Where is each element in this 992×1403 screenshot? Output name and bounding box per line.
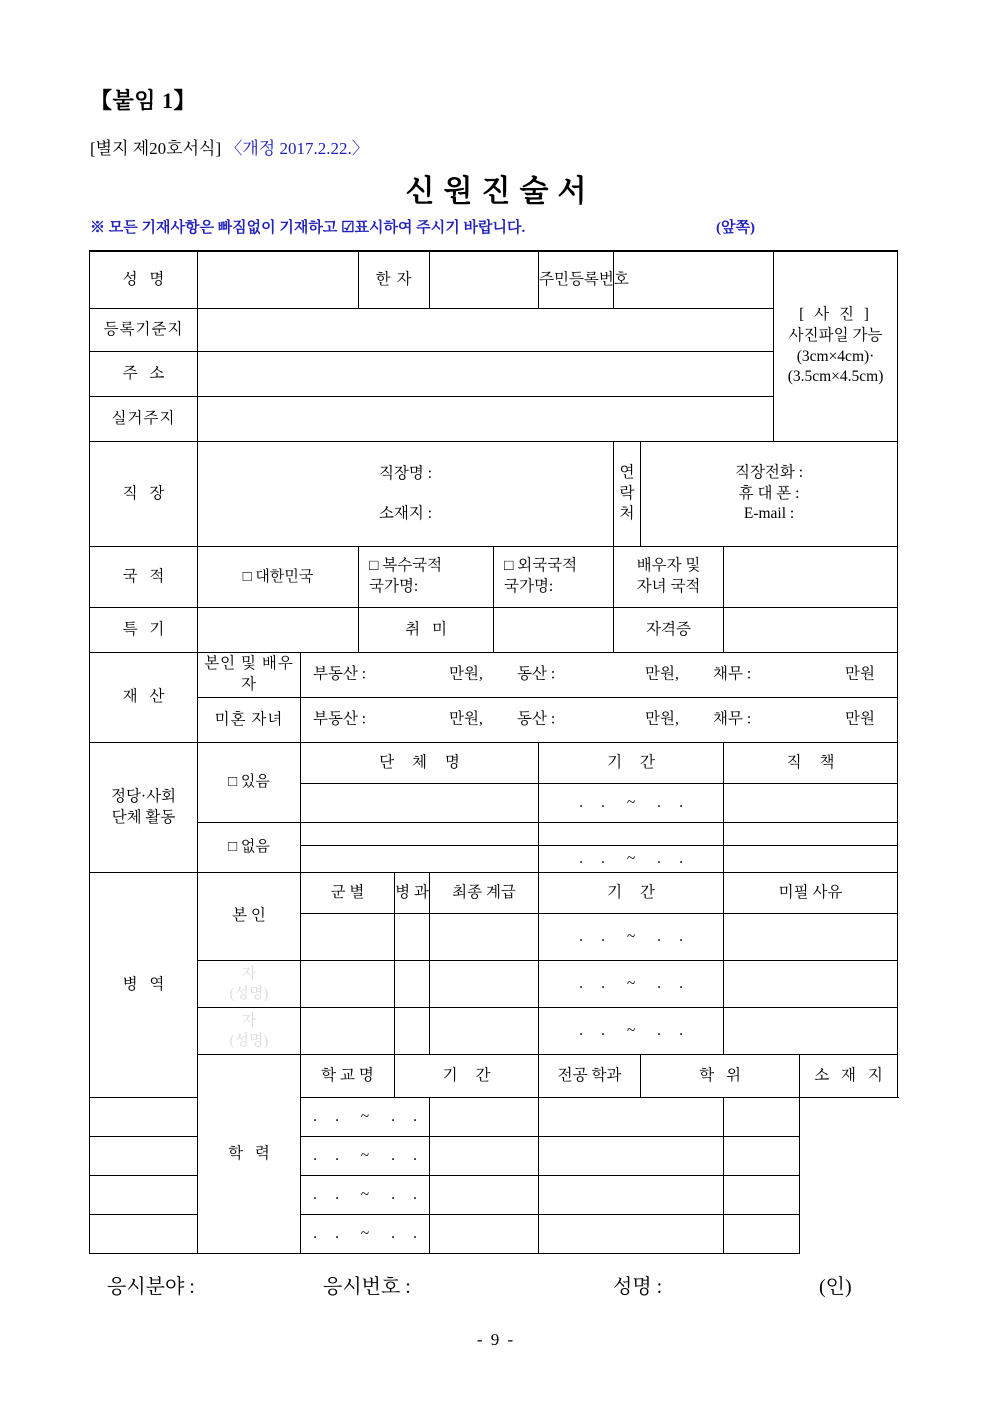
input-residence[interactable] bbox=[198, 397, 774, 442]
form-reference-prefix: [별지 제20호서식] bbox=[90, 139, 222, 158]
input-registry[interactable] bbox=[198, 309, 774, 352]
input-party-period-2[interactable] bbox=[539, 846, 724, 873]
input-military-period-self[interactable] bbox=[539, 914, 724, 961]
label-hanja: 한 자 bbox=[359, 251, 430, 309]
checkbox-multi-nationality[interactable] bbox=[359, 547, 494, 608]
label-registry: 등록기준지 bbox=[90, 309, 198, 352]
input-military-period-child-1[interactable] bbox=[539, 961, 724, 1008]
label-nationality: 국 적 bbox=[90, 547, 198, 608]
period-dot: . bbox=[679, 849, 683, 867]
input-military-rank-self[interactable] bbox=[430, 914, 539, 961]
row-name bbox=[90, 251, 898, 309]
period-dot: . bbox=[579, 927, 583, 945]
photo-box-line2: (3cm×4cm)· bbox=[796, 347, 875, 365]
period-dot: . bbox=[391, 1146, 395, 1164]
period-dot: . bbox=[657, 927, 661, 945]
label-hobby: 취 미 bbox=[359, 608, 494, 653]
period-dot: . bbox=[657, 793, 661, 811]
input-military-corps-child-2[interactable] bbox=[395, 1008, 430, 1055]
input-education-major-3[interactable] bbox=[430, 1176, 539, 1215]
period-dot: . bbox=[657, 1021, 661, 1039]
row-education-3 bbox=[90, 1176, 898, 1215]
label-military: 병 역 bbox=[90, 873, 198, 1098]
input-military-rank-child-2[interactable] bbox=[430, 1008, 539, 1055]
col-header-military-period: 기 간 bbox=[539, 873, 724, 914]
input-party-period-2-top[interactable] bbox=[539, 823, 724, 846]
footer-name-label: 성명 : bbox=[613, 1276, 663, 1298]
label-contact-char2: 락 bbox=[619, 484, 635, 502]
assets-children-debt-unit: 만원 bbox=[845, 710, 875, 728]
row-skills bbox=[90, 608, 898, 653]
page-title: 신원진술서 bbox=[405, 175, 596, 208]
label-military-child-1 bbox=[198, 961, 301, 1008]
photo-box-line1: 사진파일 가능 bbox=[788, 326, 883, 344]
label-party-activity-line2: 단체 활동 bbox=[111, 808, 176, 826]
checkbox-multi-label: □ 복수국적 bbox=[369, 557, 443, 575]
row-education-2 bbox=[90, 1137, 898, 1176]
period-dot: . bbox=[313, 1146, 317, 1164]
row-education-4 bbox=[90, 1215, 898, 1254]
assets-self-movable-label: 동산 : bbox=[517, 665, 556, 683]
input-assets-children[interactable] bbox=[301, 698, 898, 743]
label-certificate: 자격증 bbox=[614, 608, 724, 653]
checkbox-korea[interactable] bbox=[198, 547, 359, 608]
workplace-company-label: 직장명 : bbox=[378, 465, 433, 482]
input-education-school-1[interactable] bbox=[90, 1098, 301, 1137]
input-party-role-2[interactable] bbox=[724, 846, 898, 873]
checkbox-foreign-nationality[interactable] bbox=[494, 547, 614, 608]
label-assets-children: 미혼 자녀 bbox=[198, 698, 301, 743]
input-family-nationality[interactable] bbox=[724, 547, 898, 608]
label-contact-char3: 처 bbox=[619, 505, 635, 523]
label-military-child-2-line1: 자 bbox=[241, 1012, 257, 1029]
period-dot: . bbox=[579, 974, 583, 992]
input-military-rank-child-1[interactable] bbox=[430, 961, 539, 1008]
period-tilde: ~ bbox=[360, 1107, 370, 1125]
checkbox-korea-label: □ 대한민국 bbox=[242, 568, 314, 585]
label-specialty: 특 기 bbox=[90, 608, 198, 653]
period-dot: . bbox=[579, 793, 583, 811]
period-dot: . bbox=[413, 1224, 417, 1242]
row-assets-children bbox=[90, 698, 898, 743]
checkbox-foreign-label: □ 외국국적 bbox=[504, 557, 578, 575]
period-tilde: ~ bbox=[626, 927, 636, 945]
col-header-party-period: 기 간 bbox=[539, 743, 724, 784]
input-certificate[interactable] bbox=[724, 608, 898, 653]
input-specialty[interactable] bbox=[198, 608, 359, 653]
col-header-exemption-reason: 미필 사유 bbox=[724, 873, 898, 914]
label-military-child-1-line2: (성명) bbox=[229, 986, 269, 1002]
col-header-degree: 학 위 bbox=[641, 1055, 800, 1098]
period-dot: . bbox=[335, 1224, 339, 1242]
label-workplace: 직 장 bbox=[90, 442, 198, 547]
contact-mobile: 휴 대 폰 : bbox=[738, 484, 800, 502]
input-education-period-4[interactable] bbox=[301, 1215, 430, 1254]
input-military-reason-child-1[interactable] bbox=[724, 961, 898, 1008]
input-military-reason-child-2[interactable] bbox=[724, 1008, 898, 1055]
period-dot: . bbox=[679, 974, 683, 992]
col-header-party-role: 직 책 bbox=[724, 743, 898, 784]
input-assets-self[interactable] bbox=[301, 653, 898, 698]
row-military-child-1 bbox=[90, 961, 898, 1008]
footer-field-label: 응시분야 : bbox=[107, 1276, 195, 1298]
label-address: 주 소 bbox=[90, 352, 198, 397]
input-party-org-2[interactable] bbox=[301, 823, 539, 846]
footer-number-label: 응시번호 : bbox=[323, 1276, 411, 1298]
col-header-major: 전공 학과 bbox=[539, 1055, 641, 1098]
period-dot: . bbox=[657, 974, 661, 992]
period-dot: . bbox=[601, 974, 605, 992]
col-header-education-period: 기 간 bbox=[395, 1055, 539, 1098]
period-dot: . bbox=[679, 793, 683, 811]
label-military-child-2 bbox=[198, 1008, 301, 1055]
period-dot: . bbox=[579, 1021, 583, 1039]
checkbox-party-none-label: □ 없음 bbox=[228, 839, 270, 856]
period-tilde: ~ bbox=[626, 1021, 636, 1039]
label-rrn: 주민등록번호 bbox=[539, 251, 614, 309]
input-military-branch-child-2[interactable] bbox=[301, 1008, 395, 1055]
attachment-label: 【붙임 1】 bbox=[90, 88, 197, 113]
row-military-header bbox=[90, 873, 898, 914]
input-military-branch-self[interactable] bbox=[301, 914, 395, 961]
period-dot: . bbox=[335, 1146, 339, 1164]
input-education-period-3[interactable] bbox=[301, 1176, 430, 1215]
input-rrn[interactable] bbox=[614, 251, 774, 309]
col-header-school-name: 학 교 명 bbox=[301, 1055, 395, 1098]
period-tilde: ~ bbox=[626, 974, 636, 992]
input-name[interactable] bbox=[198, 251, 359, 309]
input-military-corps-self[interactable] bbox=[395, 914, 430, 961]
contact-email: E-mail : bbox=[743, 505, 795, 523]
assets-self-debt-unit: 만원 bbox=[845, 665, 875, 683]
input-education-major-1[interactable] bbox=[430, 1098, 539, 1137]
workplace-fields[interactable] bbox=[198, 442, 614, 547]
input-party-role-2-top[interactable] bbox=[724, 823, 898, 846]
input-education-period-1[interactable] bbox=[301, 1098, 430, 1137]
assets-children-movable-unit: 만원, bbox=[645, 710, 679, 728]
col-header-branch: 군 별 bbox=[301, 873, 395, 914]
assets-children-movable-label: 동산 : bbox=[517, 710, 556, 728]
form-reference-revision: 〈개정 2017.2.22.〉 bbox=[225, 139, 369, 158]
period-dot: . bbox=[413, 1185, 417, 1203]
period-tilde: ~ bbox=[626, 849, 636, 867]
input-party-role-1[interactable] bbox=[724, 784, 898, 823]
period-tilde: ~ bbox=[360, 1146, 370, 1164]
input-education-degree-3[interactable] bbox=[539, 1176, 724, 1215]
period-dot: . bbox=[413, 1107, 417, 1125]
contact-fields[interactable] bbox=[641, 442, 898, 547]
period-dot: . bbox=[679, 927, 683, 945]
period-dot: . bbox=[601, 849, 605, 867]
input-education-period-2[interactable] bbox=[301, 1137, 430, 1176]
photo-box-title: [ 사 진 ] bbox=[799, 305, 872, 323]
label-assets-self: 본인 및 배우자 bbox=[198, 653, 301, 698]
row-assets-self bbox=[90, 653, 898, 698]
page-number: - 9 - bbox=[476, 1330, 516, 1349]
input-party-org-2b[interactable] bbox=[301, 846, 539, 873]
assets-self-realestate-label: 부동산 : bbox=[313, 665, 367, 683]
input-education-location-4[interactable] bbox=[724, 1215, 800, 1254]
period-tilde: ~ bbox=[360, 1185, 370, 1203]
row-military-child-2 bbox=[90, 1008, 898, 1055]
period-dot: . bbox=[391, 1224, 395, 1242]
period-tilde: ~ bbox=[626, 793, 636, 811]
period-dot: . bbox=[657, 849, 661, 867]
period-dot: . bbox=[313, 1224, 317, 1242]
statement-form-table bbox=[89, 250, 898, 1254]
period-dot: . bbox=[579, 849, 583, 867]
period-dot: . bbox=[413, 1146, 417, 1164]
input-military-period-child-2[interactable] bbox=[539, 1008, 724, 1055]
input-party-period-1[interactable] bbox=[539, 784, 724, 823]
assets-children-debt-label: 채무 : bbox=[713, 710, 752, 728]
input-education-degree-2[interactable] bbox=[539, 1137, 724, 1176]
period-tilde: ~ bbox=[360, 1224, 370, 1242]
form-reference bbox=[90, 134, 369, 159]
period-dot: . bbox=[313, 1185, 317, 1203]
period-dot: . bbox=[335, 1185, 339, 1203]
label-education: 학 력 bbox=[198, 1055, 301, 1254]
input-education-location-3[interactable] bbox=[724, 1176, 800, 1215]
label-contact-char1: 연 bbox=[619, 463, 635, 481]
input-multi-country: 국가명: bbox=[369, 578, 419, 595]
input-foreign-country: 국가명: bbox=[504, 578, 554, 595]
input-education-major-2[interactable] bbox=[430, 1137, 539, 1176]
label-military-child-2-line2: (성명) bbox=[229, 1033, 269, 1049]
label-name: 성 명 bbox=[90, 251, 198, 309]
input-education-location-1[interactable] bbox=[724, 1098, 800, 1137]
period-dot: . bbox=[391, 1185, 395, 1203]
row-workplace bbox=[90, 442, 898, 547]
assets-self-realestate-unit: 만원, bbox=[449, 665, 483, 683]
col-header-rank: 최종 계급 bbox=[430, 873, 539, 914]
label-party-activity bbox=[90, 743, 198, 873]
assets-self-movable-unit: 만원, bbox=[645, 665, 679, 683]
label-family-nationality-line1: 배우자 및 bbox=[636, 557, 701, 575]
period-dot: . bbox=[679, 1021, 683, 1039]
label-family-nationality-line2: 자녀 국적 bbox=[636, 578, 701, 595]
row-education-header bbox=[90, 1055, 898, 1098]
input-education-degree-1[interactable] bbox=[539, 1098, 724, 1137]
input-education-major-4[interactable] bbox=[430, 1215, 539, 1254]
period-dot: . bbox=[391, 1107, 395, 1125]
input-hanja[interactable] bbox=[430, 251, 539, 309]
input-education-school-3[interactable] bbox=[90, 1176, 301, 1215]
col-header-corps: 병 과 bbox=[395, 873, 430, 914]
row-party-header bbox=[90, 743, 898, 784]
input-military-branch-child-1[interactable] bbox=[301, 961, 395, 1008]
period-dot: . bbox=[313, 1107, 317, 1125]
input-education-location-2[interactable] bbox=[724, 1137, 800, 1176]
col-header-org-name: 단 체 명 bbox=[301, 743, 539, 784]
input-party-org-1[interactable] bbox=[301, 784, 539, 823]
page-side-note: (앞쪽) bbox=[716, 220, 755, 236]
input-address[interactable] bbox=[198, 352, 774, 397]
input-hobby[interactable] bbox=[494, 608, 614, 653]
input-education-school-4[interactable] bbox=[90, 1215, 301, 1254]
period-dot: . bbox=[601, 1021, 605, 1039]
period-dot: . bbox=[601, 793, 605, 811]
input-military-corps-child-1[interactable] bbox=[395, 961, 430, 1008]
checkbox-party-has-label: □ 있음 bbox=[228, 774, 270, 791]
label-party-activity-line1: 정당·사회 bbox=[110, 787, 177, 805]
row-nationality bbox=[90, 547, 898, 608]
row-party-none bbox=[90, 823, 898, 846]
signature-line bbox=[89, 1270, 897, 1300]
checkbox-party-none[interactable] bbox=[198, 823, 301, 873]
period-dot: . bbox=[335, 1107, 339, 1125]
label-military-self: 본 인 bbox=[198, 873, 301, 961]
label-military-child-1-line1: 자 bbox=[241, 965, 257, 982]
contact-office-phone: 직장전화 : bbox=[734, 463, 804, 481]
period-dot: . bbox=[601, 927, 605, 945]
photo-box-line3: (3.5cm×4.5cm) bbox=[787, 368, 884, 386]
checkbox-party-has[interactable] bbox=[198, 743, 301, 823]
assets-children-realestate-label: 부동산 : bbox=[313, 710, 367, 728]
assets-children-realestate-unit: 만원, bbox=[449, 710, 483, 728]
label-family-nationality bbox=[614, 547, 724, 608]
workplace-location-label: 소재지 : bbox=[378, 505, 433, 522]
row-education-1 bbox=[90, 1098, 898, 1137]
assets-self-debt-label: 채무 : bbox=[713, 665, 752, 683]
label-assets: 재 산 bbox=[90, 653, 198, 743]
form-notice: ※ 모든 기재사항은 빠짐없이 기재하고 ☑표시하여 주시기 바랍니다. bbox=[90, 220, 526, 236]
col-header-school-location: 소 재 지 bbox=[800, 1055, 898, 1098]
input-education-degree-4[interactable] bbox=[539, 1215, 724, 1254]
label-residence: 실거주지 bbox=[90, 397, 198, 442]
footer-seal-label: (인) bbox=[819, 1276, 852, 1298]
label-contact bbox=[614, 442, 641, 547]
input-military-reason-self[interactable] bbox=[724, 914, 898, 961]
photo-box[interactable] bbox=[774, 251, 898, 442]
